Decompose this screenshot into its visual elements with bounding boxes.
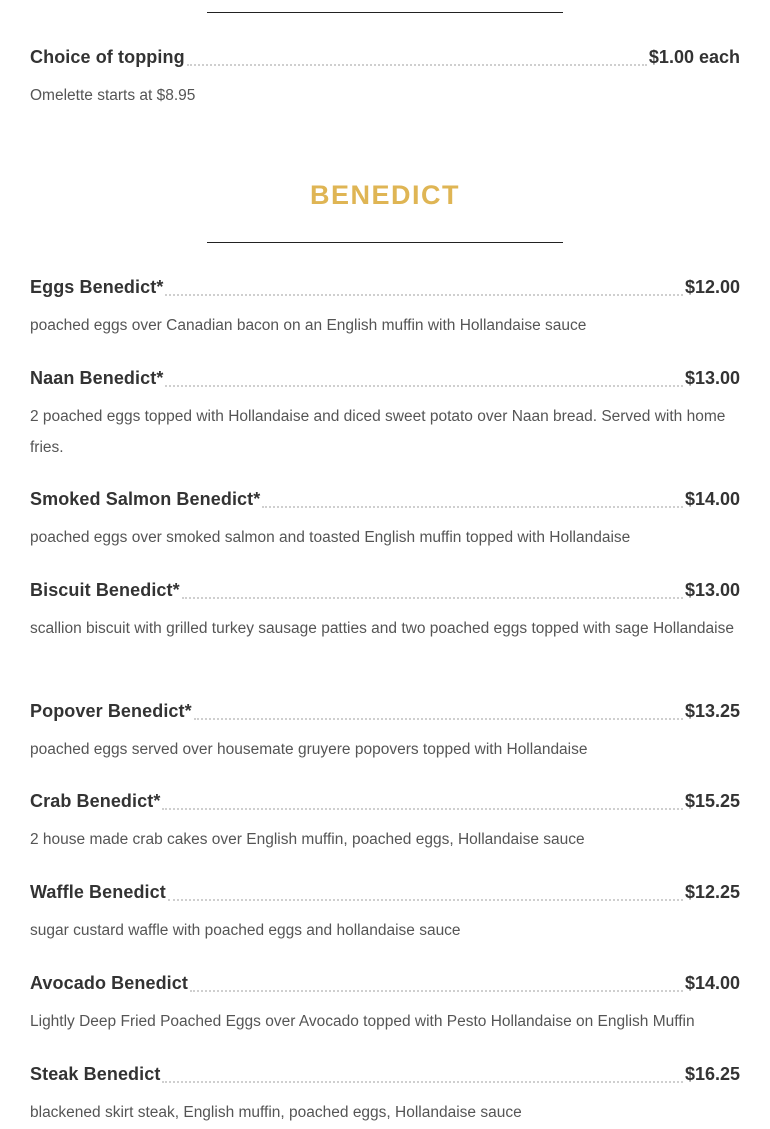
dotted-leader bbox=[194, 718, 683, 720]
menu-item-price: $15.25 bbox=[684, 791, 740, 811]
menu-item-price: $13.00 bbox=[684, 368, 740, 388]
menu-item-header bbox=[30, 1064, 740, 1090]
menu-item-description: poached eggs over Canadian bacon on an English muffin with Hollandaise sauce bbox=[30, 317, 587, 334]
omelette-note: Omelette starts at $8.95 bbox=[30, 87, 196, 104]
dotted-leader bbox=[165, 294, 683, 296]
menu-item-header bbox=[30, 580, 740, 606]
menu-item-price: $12.25 bbox=[684, 882, 740, 902]
menu-item-name: Waffle Benedict bbox=[30, 882, 166, 902]
menu-item-name: Smoked Salmon Benedict* bbox=[30, 489, 261, 509]
menu-item-description: blackened skirt steak, English muffin, poached eggs, Hollandaise sauce bbox=[30, 1104, 522, 1121]
menu-item-header bbox=[30, 973, 740, 999]
dotted-leader bbox=[190, 990, 683, 992]
menu-item-name: Steak Benedict bbox=[30, 1064, 161, 1084]
menu-item bbox=[30, 277, 740, 342]
dotted-leader bbox=[182, 597, 683, 599]
dotted-leader bbox=[162, 808, 683, 810]
menu-item-price: $14.00 bbox=[684, 489, 740, 509]
menu-item-price: $12.00 bbox=[684, 277, 740, 297]
dotted-leader bbox=[162, 1081, 682, 1083]
section-title-benedict: BENEDICT bbox=[309, 180, 460, 210]
menu-item-name: Eggs Benedict* bbox=[30, 277, 164, 297]
menu-item bbox=[30, 791, 740, 856]
menu-item-description: sugar custard waffle with poached eggs and hollandaise sauce bbox=[30, 922, 461, 939]
menu-item-name: Popover Benedict* bbox=[30, 701, 192, 721]
section-divider-benedict bbox=[207, 242, 563, 243]
menu-item bbox=[30, 882, 740, 947]
menu-item bbox=[30, 580, 740, 645]
menu-item-description: 2 poached eggs topped with Hollandaise and diced sweet potato over Naan bread. Served with home fries. bbox=[30, 408, 726, 456]
menu-item-header bbox=[30, 701, 740, 727]
menu-item-header bbox=[30, 489, 740, 515]
menu-item bbox=[30, 701, 740, 766]
menu-item bbox=[30, 368, 740, 463]
menu-item-name: Biscuit Benedict* bbox=[30, 580, 180, 600]
menu-item-price: $14.00 bbox=[684, 973, 740, 993]
menu-item-name: Crab Benedict* bbox=[30, 791, 161, 811]
menu-item-header bbox=[30, 882, 740, 908]
dotted-leader bbox=[168, 899, 683, 901]
menu-item-price: $13.00 bbox=[684, 580, 740, 600]
menu-item-header bbox=[30, 47, 740, 73]
menu-item-header bbox=[30, 368, 740, 394]
menu-item-price: $16.25 bbox=[684, 1064, 740, 1084]
dotted-leader bbox=[187, 64, 647, 66]
menu-item-description: scallion biscuit with grilled turkey sausage patties and two poached eggs topped with sage Hollandaise bbox=[30, 620, 734, 637]
section-divider-top bbox=[207, 12, 563, 13]
menu-item-description: poached eggs served over housemate gruyere popovers topped with Hollandaise bbox=[30, 741, 588, 758]
dotted-leader bbox=[262, 506, 683, 508]
menu-item bbox=[30, 489, 740, 554]
menu-item-header bbox=[30, 791, 740, 817]
menu-item bbox=[30, 973, 740, 1038]
menu-item-header bbox=[30, 277, 740, 303]
menu-item-description: Lightly Deep Fried Poached Eggs over Avocado topped with Pesto Hollandaise on English Muffin bbox=[30, 1013, 695, 1030]
menu-item-name: Choice of topping bbox=[30, 47, 185, 67]
menu-item-name: Avocado Benedict bbox=[30, 973, 188, 993]
menu-item-name: Naan Benedict* bbox=[30, 368, 164, 388]
menu-item bbox=[30, 1064, 740, 1129]
menu-item-topping bbox=[30, 47, 740, 112]
menu-item-description: 2 house made crab cakes over English muffin, poached eggs, Hollandaise sauce bbox=[30, 831, 585, 848]
menu-item-price: $1.00 each bbox=[648, 47, 740, 67]
menu-item-description: poached eggs over smoked salmon and toasted English muffin topped with Hollandaise bbox=[30, 529, 631, 546]
menu-item-price: $13.25 bbox=[684, 701, 740, 721]
dotted-leader bbox=[165, 385, 682, 387]
